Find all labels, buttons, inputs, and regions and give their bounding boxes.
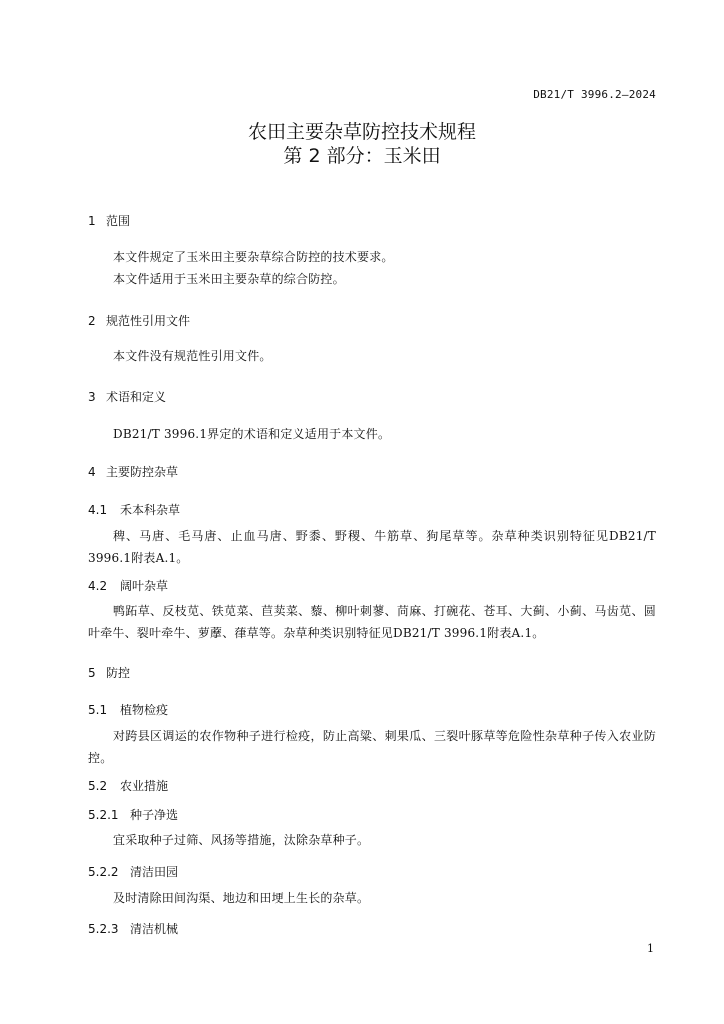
- section-title: 种子净选: [130, 808, 179, 822]
- section-title: 阔叶杂草: [120, 579, 169, 593]
- section-number: 4: [88, 465, 96, 479]
- paragraph: 宜采取种子过筛、风扬等措施，汰除杂草种子。: [113, 833, 370, 847]
- section-number: 5.2: [88, 779, 108, 793]
- paragraph: 对跨县区调运的农作物种子进行检疫，防止高粱、刺果瓜、三裂叶豚草等危险性杂草种子传入农业防控。: [88, 729, 656, 765]
- paragraph: 本文件适用于玉米田主要杂草的综合防控。: [113, 272, 345, 286]
- paragraph: 稗、马唐、毛马唐、止血马唐、野黍、野稷、牛筋草、狗尾草等。杂草种类识别特征见DB21/T 3996.1附表A.1。: [88, 529, 656, 565]
- section-heading-5-2: [88, 777, 168, 794]
- section-title: 防控: [106, 666, 131, 680]
- section-number: 3: [88, 390, 96, 404]
- section-number: 5: [88, 666, 96, 680]
- section-title: 术语和定义: [106, 390, 167, 404]
- section-number: 2: [88, 314, 96, 328]
- section-heading-5-2-2: [88, 863, 178, 880]
- section-number: 4.1: [88, 503, 108, 517]
- paragraph: DB21/T 3996.1界定的术语和定义适用于本文件。: [113, 427, 391, 441]
- section-heading-4-1: [88, 501, 180, 518]
- section-heading-5-2-3: [88, 920, 178, 937]
- section-title: 清洁田园: [130, 865, 179, 879]
- page-number: 1: [647, 942, 654, 955]
- section-title: 植物检疫: [120, 703, 169, 717]
- section-number: 5.2.2: [88, 865, 119, 879]
- section-title: 范围: [106, 214, 131, 228]
- section-title: 农业措施: [120, 779, 169, 793]
- section-number: 4.2: [88, 579, 108, 593]
- section-heading-3: [88, 388, 166, 405]
- section-heading-4-2: [88, 577, 168, 594]
- section-title: 主要防控杂草: [106, 465, 179, 479]
- section-title: 规范性引用文件: [106, 314, 191, 328]
- document-subtitle: 第 2 部分：玉米田: [283, 145, 441, 167]
- section-heading-5-1: [88, 701, 168, 718]
- section-title: 禾本科杂草: [120, 503, 181, 517]
- section-number: 5.2.3: [88, 922, 119, 936]
- paragraph: 鸭跖草、反枝苋、铁苋菜、苣荬菜、藜、柳叶刺蓼、苘麻、打碗花、苍耳、大蓟、小蓟、马齿苋、圆叶牵牛、裂叶牵牛、萝藦、葎草等。杂草种类识别特征见DB21/T 3996.1附表A.1。: [88, 604, 656, 640]
- section-number: 5.1: [88, 703, 108, 717]
- section-heading-2: [88, 312, 190, 329]
- standard-code: DB21/T 3996.2—2024: [533, 88, 656, 101]
- paragraph: 及时清除田间沟渠、地边和田埂上生长的杂草。: [113, 891, 370, 905]
- section-title: 清洁机械: [130, 922, 179, 936]
- document-title: 农田主要杂草防控技术规程: [247, 121, 476, 143]
- section-heading-4: [88, 463, 178, 480]
- paragraph: 本文件没有规范性引用文件。: [113, 349, 272, 363]
- section-heading-5: [88, 664, 130, 681]
- section-heading-5-2-1: [88, 806, 178, 823]
- section-number: 1: [88, 214, 96, 228]
- paragraph: 本文件规定了玉米田主要杂草综合防控的技术要求。: [113, 250, 394, 264]
- section-heading-1: [88, 212, 130, 229]
- section-number: 5.2.1: [88, 808, 119, 822]
